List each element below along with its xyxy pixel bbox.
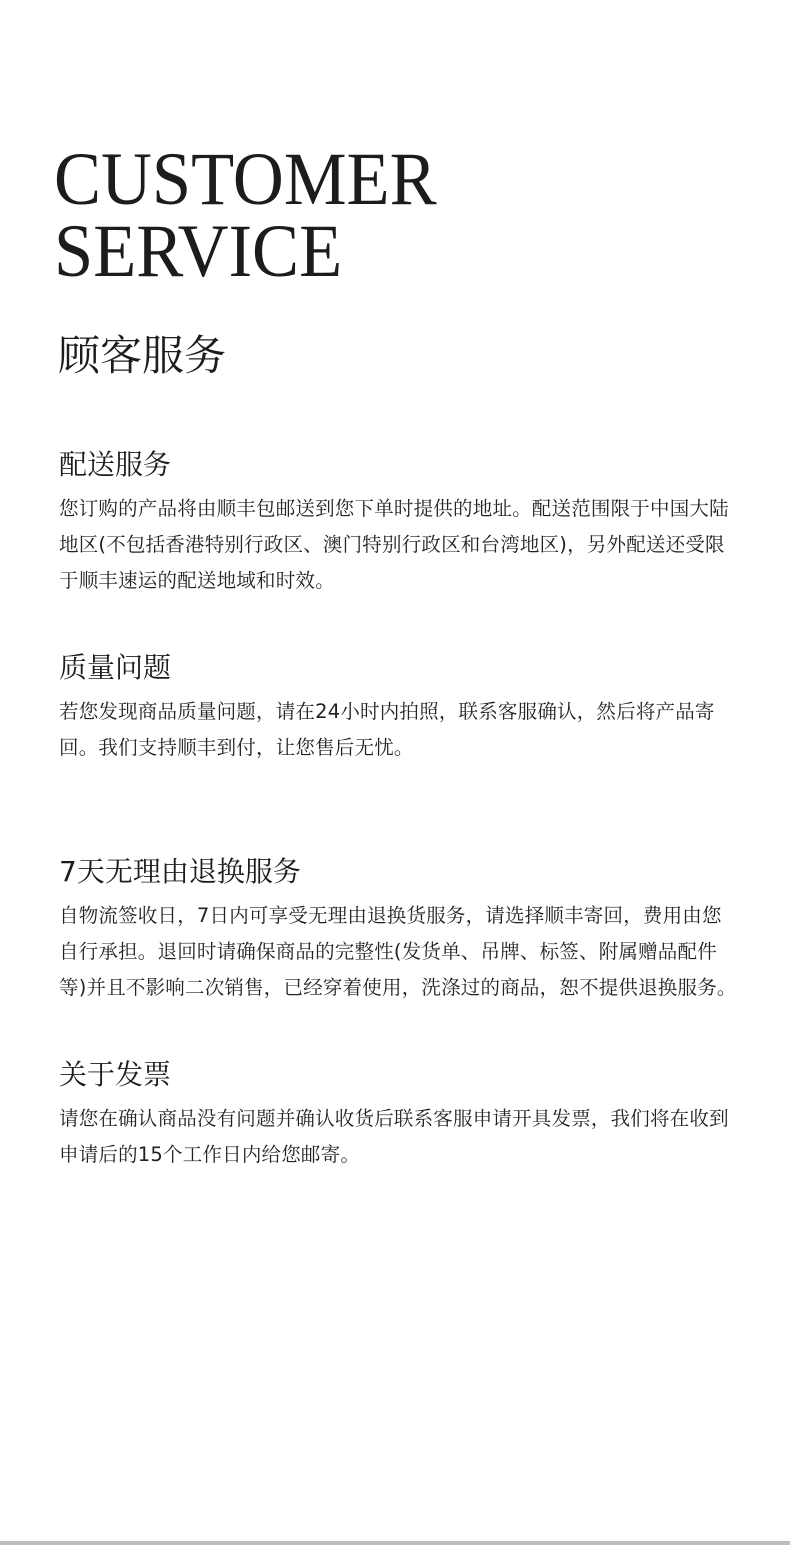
section-heading-delivery: 配送服务 bbox=[59, 448, 172, 481]
section-body-delivery: 您订购的产品将由顺丰包邮送到您下单时提供的地址。配送范围限于中国大陆地区(不包括香港特别行政区、澳门特别行政区和台湾地区)，另外配送还受限于顺丰速运的配送地域和时效。 bbox=[59, 497, 729, 592]
section-delivery bbox=[59, 445, 739, 599]
section-invoice bbox=[59, 1055, 739, 1173]
bottom-divider bbox=[0, 1541, 790, 1545]
title-line-service: SERVICE bbox=[54, 210, 343, 293]
page-title-english bbox=[54, 138, 437, 293]
title-line-customer: CUSTOMER bbox=[54, 138, 437, 221]
section-body-returns: 自物流签收日，7日内可享受无理由退换货服务，请选择顺丰寄回，费用由您自行承担。退回时请确保商品的完整性(发货单、吊牌、标签、附属赠品配件等)并且不影响二次销售，已经穿着使用，洗涤过的商品，恕不提供退换服务。 bbox=[59, 904, 737, 999]
section-quality bbox=[59, 648, 739, 766]
section-body-quality: 若您发现商品质量问题，请在24小时内拍照，联系客服确认，然后将产品寄回。我们支持顺丰到付，让您售后无忧。 bbox=[59, 700, 715, 759]
page-title-chinese: 顾客服务 bbox=[58, 331, 227, 380]
section-heading-quality: 质量问题 bbox=[59, 651, 172, 684]
section-heading-returns: 7天无理由退换服务 bbox=[59, 855, 301, 888]
section-heading-invoice: 关于发票 bbox=[59, 1058, 172, 1091]
section-returns bbox=[59, 852, 739, 1006]
section-body-invoice: 请您在确认商品没有问题并确认收货后联系客服申请开具发票，我们将在收到申请后的15个工作日内给您邮寄。 bbox=[59, 1107, 729, 1166]
